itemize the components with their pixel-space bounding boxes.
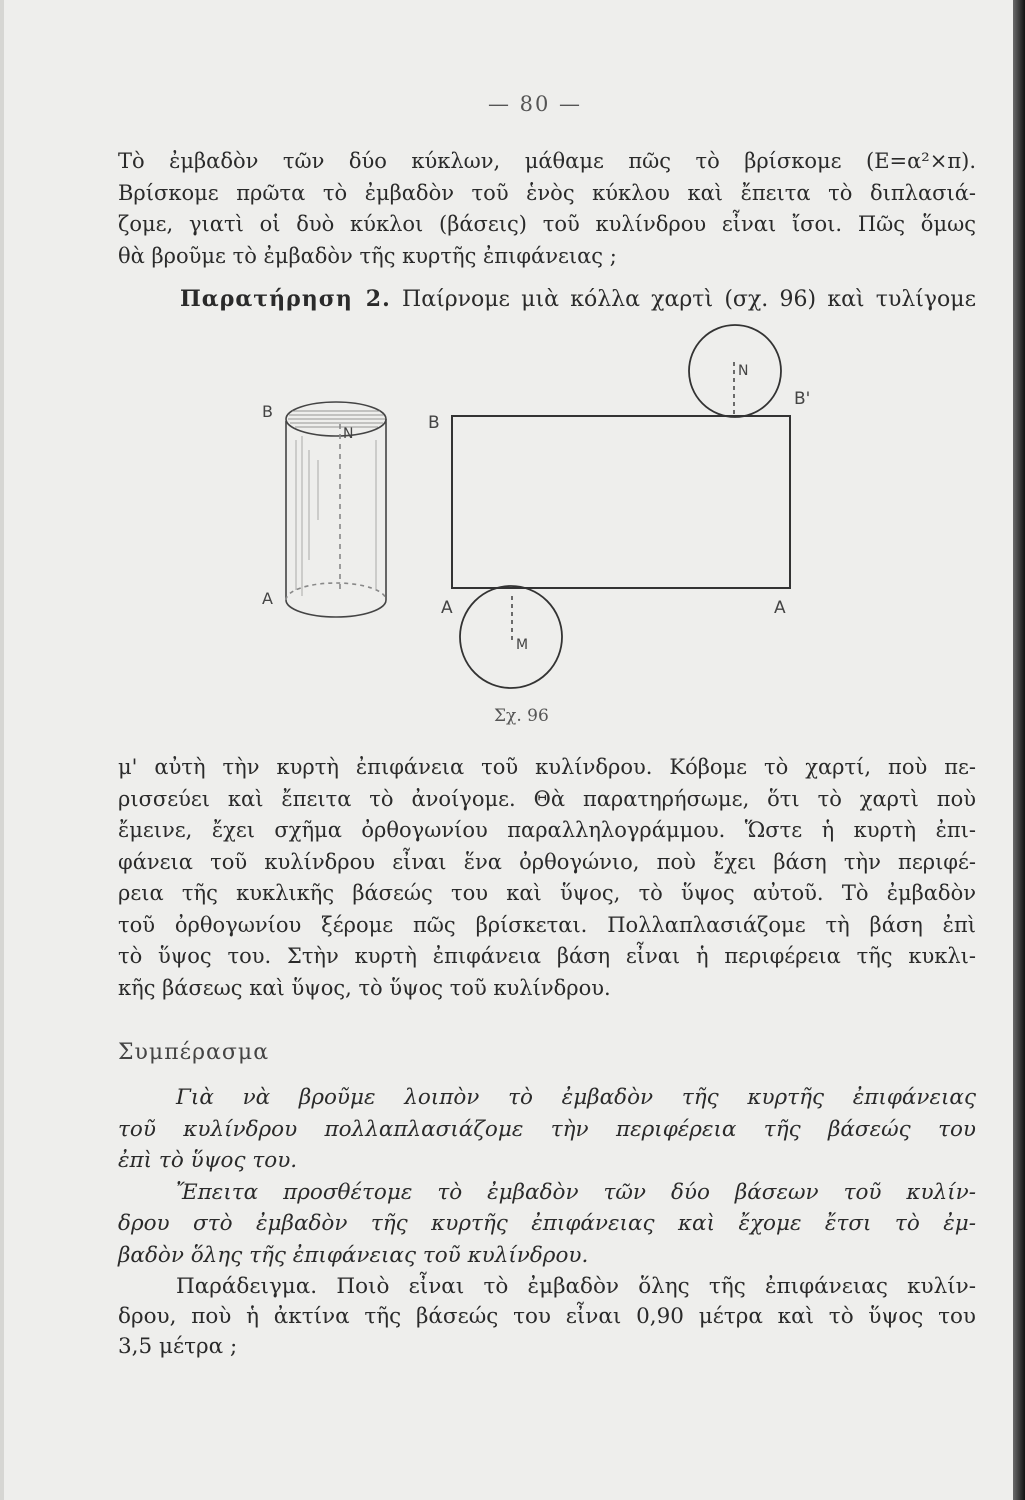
remark-line [118, 284, 976, 316]
rect-label-bottom-left: A [441, 598, 453, 618]
text-line: ἔμεινε, ἔχει σχῆμα ὀρθογωνίου παραλληλογράμμου. Ὥστε ἡ κυρτὴ ἐπι- [118, 818, 976, 842]
text-line: θὰ βροῦμε τὸ ἐμβαδὸν τῆς κυρτῆς ἐπιφάνειας ; [118, 243, 617, 268]
binding-shadow [1013, 0, 1025, 1500]
text-line: τοῦ ὀρθογωνίου ξέρομε πῶς βρίσκεται. Πολλαπλασιάζομε τὴ βάση ἐπὶ [118, 912, 976, 937]
text-line: 3,5 μέτρα ; [118, 1334, 238, 1359]
page-left-edge [0, 0, 4, 1500]
cyl-label-bottom: A [262, 589, 273, 608]
cylinder-drawing [286, 402, 386, 617]
page-number: — 80 — [487, 92, 583, 116]
text-line: τοῦ κυλίνδρου πολλαπλασιάζομε τὴν περιφέρεια τῆς βάσεώς του [118, 1116, 976, 1142]
remark-text: Παίρνομε μιὰ κόλλα χαρτὶ (σχ. 96) καὶ τυλίγομε [402, 287, 976, 312]
net-top-circle [689, 325, 781, 417]
body-paragraph [118, 752, 976, 1004]
text-line: φάνεια τοῦ κυλίνδρου εἶναι ἕνα ὀρθογώνιο, ποὺ ἔχει βάση τὴν περιφέ- [118, 849, 976, 874]
text-line: ρισσεύει καὶ ἔπειτα τὸ ἀνοίγομε. Θὰ παρατηρήσωμε, ὅτι τὸ χαρτὶ ποὺ [118, 786, 976, 811]
example-paragraph [118, 1272, 976, 1362]
text-line: κῆς βάσεως καὶ ὕψος, τὸ ὕψος τοῦ κυλίνδρου. [118, 975, 611, 1000]
cylinder-bottom-arc [286, 600, 386, 617]
cylinder-bottom-hidden-arc [286, 583, 386, 600]
net-bottom-circle [460, 586, 562, 688]
text-line: Ἔπειτα προσθέτομε τὸ ἐμβαδὸν τῶν δύο βάσεων τοῦ κυλίν- [176, 1179, 976, 1205]
intro-paragraph [118, 146, 976, 272]
cylinder-shading [296, 436, 376, 596]
figure-caption: Σχ. 96 [494, 706, 549, 726]
rect-label-top-left: B [428, 413, 440, 433]
cyl-label-center: N [343, 426, 354, 442]
text-line: ρεια τῆς κυκλικῆς βάσεώς του καὶ ὕψος, τὸ ὕψος αὐτοῦ. Τὸ ἐμβαδὸν [118, 881, 976, 905]
cyl-label-top: B [262, 402, 273, 421]
text-line: μ' αὐτὴ τὴν κυρτὴ ἐπιφάνεια τοῦ κυλίνδρου. Κόβομε τὸ χαρτί, ποὺ πε- [118, 755, 976, 779]
rect-label-top-right: B' [794, 389, 811, 409]
text-line: ἐπὶ τὸ ὕψος του. [118, 1148, 298, 1173]
text-line: βαδὸν ὅλης τῆς ἐπιφάνειας τοῦ κυλίνδρου. [118, 1242, 589, 1268]
text-line: Γιὰ νὰ βροῦμε λοιπὸν τὸ ἐμβαδὸν τῆς κυρτῆς ἐπιφάνειας [176, 1085, 976, 1110]
remark-paragraph [118, 284, 976, 316]
text-line: Παράδειγμα. Ποιὸ εἶναι τὸ ἐμβαδὸν ὅλης τῆς ἐπιφάνειας κυλίν- [176, 1274, 976, 1299]
text-line: δρου στὸ ἐμβαδὸν τῆς κυρτῆς ἐπιφάνειας καὶ ἔχομε ἔτσι τὸ ἐμ- [118, 1211, 976, 1236]
cylinder-net [452, 325, 790, 688]
text-line: τὸ ὕψος του. Στὴν κυρτὴ ἐπιφάνεια βάση εἶναι ἡ περιφέρεια τῆς κυκλι- [118, 944, 976, 968]
cylinder-top-ellipse [286, 402, 386, 436]
circle-label-bottom: M [516, 637, 529, 653]
text-line: δρου, ποὺ ἡ ἀκτίνα τῆς βάσεώς του εἶναι 0,90 μέτρα καὶ τὸ ὕψος του [118, 1304, 976, 1329]
text-line: ζομε, γιατὶ οἱ δυὸ κύκλοι (βάσεις) τοῦ κυλίνδρου εἶναι ἴσοι. Πῶς ὅμως [118, 212, 976, 236]
remark-label: Παρατήρηση 2. [180, 286, 391, 312]
conclusion-paragraph [118, 1082, 976, 1271]
cylinder-top-hatching [288, 411, 385, 427]
rect-label-bottom-right: A [774, 598, 786, 618]
text-line: Βρίσκομε πρῶτα τὸ ἐμβαδὸν τοῦ ἑνὸς κύκλου καὶ ἔπειτα τὸ διπλασιά- [118, 180, 976, 205]
text-line: Τὸ ἐμβαδὸν τῶν δύο κύκλων, μάθαμε πῶς τὸ βρίσκομε (Ε=α²×π). [118, 149, 976, 173]
conclusion-heading: Συμπέρασμα [118, 1040, 270, 1065]
net-rectangle [452, 416, 790, 588]
circle-label-top: N [738, 363, 749, 379]
